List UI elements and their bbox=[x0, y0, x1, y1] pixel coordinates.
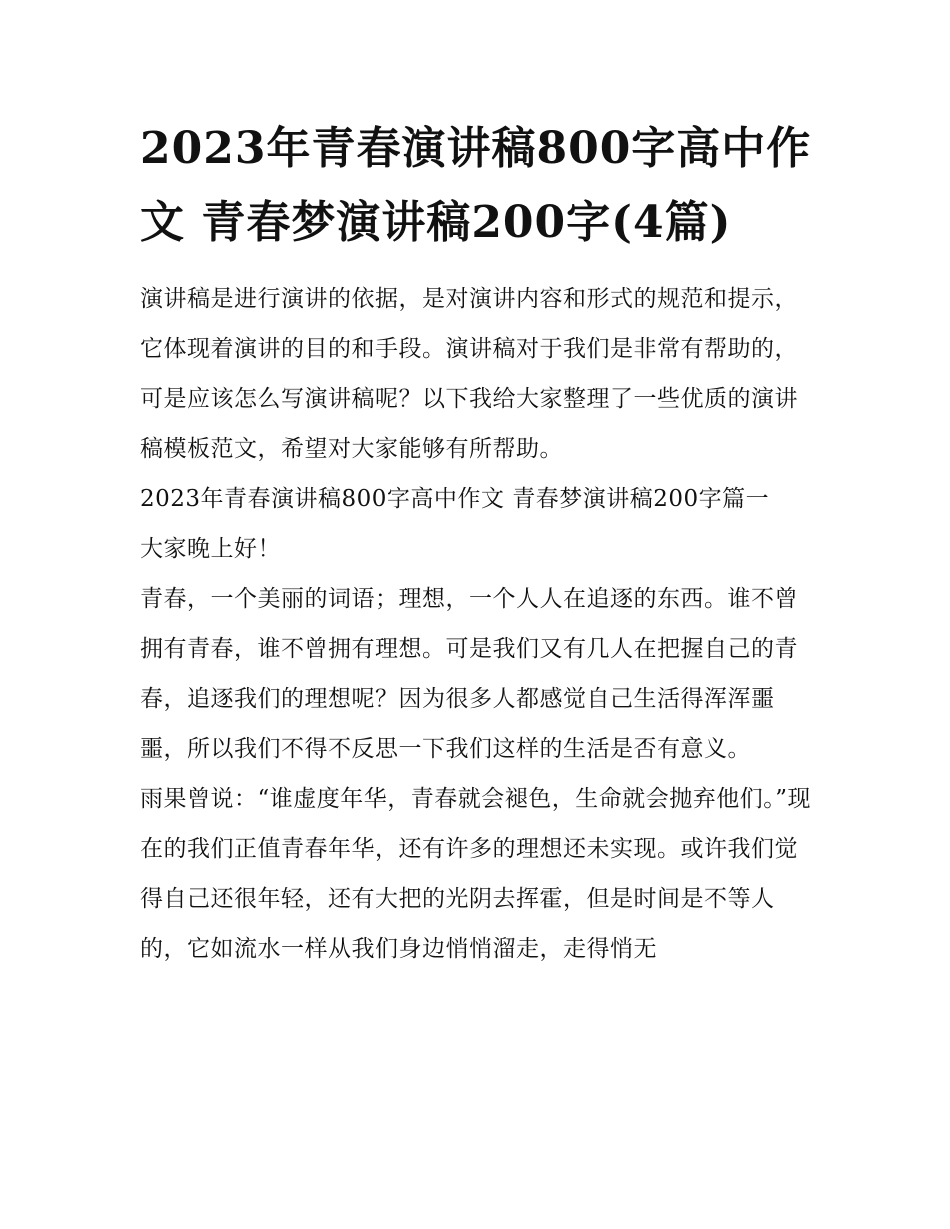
body-paragraph: 青春，一个美丽的词语；理想，一个人人在追逐的东西。谁不曾拥有青春，谁不曾拥有理想。可是我们又有几人在把握自己的青春，追逐我们的理想呢？因为很多人都感觉自己生活得浑浑噩噩，所以我们不得不反思一下我们这样的生活是否有意义。 bbox=[140, 586, 798, 762]
document-page bbox=[140, 112, 820, 974]
section-heading: 2023年青春演讲稿800字高中作文 青春梦演讲稿200字篇一 bbox=[140, 486, 770, 512]
greeting-paragraph: 大家晚上好！ bbox=[140, 536, 281, 562]
document-title: 2023年青春演讲稿800字高中作文 青春梦演讲稿200字(4篇) bbox=[140, 123, 812, 248]
body-paragraph: 雨果曾说：“谁虚度年华，青春就会褪色，生命就会抛弃他们。”现在的我们正值青春年华，还有许多的理想还未实现。或许我们觉得自己还很年轻，还有大把的光阴去挥霍，但是时间是不等人的，它如流水一样从我们身边悄悄溜走，走得悄无 bbox=[140, 786, 812, 962]
intro-paragraph: 演讲稿是进行演讲的依据，是对演讲内容和形式的规范和提示，它体现着演讲的目的和手段。演讲稿对于我们是非常有帮助的，可是应该怎么写演讲稿呢？以下我给大家整理了一些优质的演讲稿模板范文，希望对大家能够有所帮助。 bbox=[140, 286, 798, 462]
